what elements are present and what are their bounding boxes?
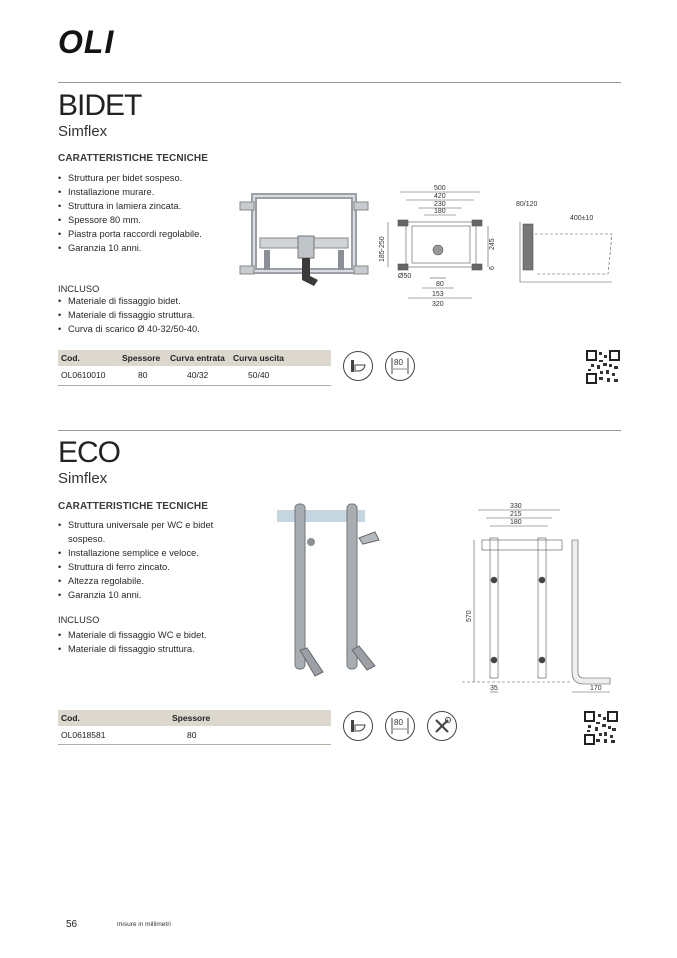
dimension-label: 80/120 — [516, 201, 538, 208]
dimension-label: 400±10 — [570, 215, 594, 222]
page-number: 56 — [66, 919, 78, 930]
product-photo — [275, 500, 385, 685]
technical-drawing — [460, 500, 620, 700]
list-item: • Garanzia 10 anni. — [58, 241, 238, 255]
list-item: • Altezza regolabile. — [58, 574, 238, 588]
list-item: • Struttura di ferro zincato. — [58, 560, 238, 574]
list-item: • Materiale di fissaggio WC e bidet. — [58, 628, 258, 642]
dimension-label: 570 — [466, 610, 473, 622]
section-divider — [58, 430, 621, 431]
table-header — [58, 710, 331, 726]
list-item: • Garanzia 10 anni. — [58, 588, 238, 602]
column-header: Curva uscita — [233, 353, 285, 363]
list-item: • Materiale di fissaggio struttura. — [58, 308, 258, 322]
bidet-icon — [343, 351, 373, 381]
table-row — [58, 727, 331, 743]
dimension-label: 230 — [434, 201, 446, 208]
list-item: • Struttura per bidet sospeso. — [58, 171, 238, 185]
dimension-label: 320 — [432, 301, 444, 308]
thickness-80-icon — [385, 351, 415, 381]
icon-label: 80 — [394, 718, 403, 727]
column-header: Spessore — [172, 713, 211, 723]
section-divider — [58, 82, 621, 83]
features-heading: CARATTERISTICHE TECNICHE — [58, 153, 208, 164]
list-item: • Struttura universale per WC e bidet sospeso. — [58, 518, 238, 546]
dimension-label: 245 — [489, 238, 496, 250]
product-subtitle: Simflex — [58, 470, 108, 487]
brand-logo: OLI — [58, 24, 115, 60]
dimension-label: 153 — [432, 291, 444, 298]
table-cell: 80 — [138, 370, 148, 380]
column-header: Spessore — [122, 353, 161, 363]
table-divider — [58, 744, 331, 745]
dimension-label: 80 — [436, 281, 444, 288]
features-list — [58, 518, 238, 602]
table-cell: 80 — [187, 730, 197, 740]
dimension-label: 35 — [490, 685, 498, 692]
list-item: • Installazione murare. — [58, 185, 238, 199]
product-photo — [238, 188, 372, 288]
list-item: • Piastra porta raccordi regolabile. — [58, 227, 238, 241]
table-cell: OL0610010 — [61, 370, 106, 380]
dimension-label: 215 — [510, 511, 522, 518]
product-title: BIDET — [58, 89, 142, 122]
features-heading: CARATTERISTICHE TECNICHE — [58, 501, 208, 512]
dimension-label: 180 — [434, 208, 446, 215]
product-title: ECO — [58, 436, 121, 469]
footer-note: misure in millimetri — [117, 921, 171, 928]
technical-drawing — [380, 182, 620, 312]
table-header — [58, 350, 331, 366]
list-item: • Struttura in lamiera zincata. — [58, 199, 238, 213]
column-header: Cod. — [61, 353, 80, 363]
column-header: Cod. — [61, 713, 80, 723]
features-list — [58, 171, 238, 255]
list-item: • Installazione semplice e veloce. — [58, 546, 238, 560]
list-item: • Spessore 80 mm. — [58, 213, 238, 227]
dimension-label: 500 — [434, 185, 446, 192]
qr-code[interactable] — [586, 350, 620, 384]
thickness-80-icon — [385, 711, 415, 741]
dimension-label: 170 — [590, 685, 602, 692]
table-row — [58, 367, 331, 383]
included-list — [58, 628, 258, 656]
table-cell: 40/32 — [187, 370, 209, 380]
column-header: Curva entrata — [170, 353, 225, 363]
table-divider — [58, 385, 331, 386]
dimension-label: 185-250 — [379, 236, 386, 262]
list-item: • Materiale di fissaggio bidet. — [58, 294, 258, 308]
qr-code[interactable] — [584, 711, 618, 745]
icon-label: 80 — [394, 358, 403, 367]
list-item: • Curva di scarico Ø 40-32/50-40. — [58, 322, 258, 336]
included-list — [58, 294, 258, 336]
dimension-label: 330 — [510, 503, 522, 510]
bidet-icon — [343, 711, 373, 741]
dimension-label: Ø50 — [398, 273, 412, 280]
table-cell: OL0618581 — [61, 730, 106, 740]
dimension-label: 180 — [510, 519, 522, 526]
dimension-label: 420 — [434, 193, 446, 200]
dimension-label: 6 — [489, 266, 496, 270]
included-heading: INCLUSO — [58, 284, 100, 294]
table-cell: 50/40 — [248, 370, 270, 380]
tools-icon — [427, 711, 457, 741]
product-subtitle: Simflex — [58, 123, 108, 140]
included-heading: INCLUSO — [58, 615, 100, 625]
list-item: • Materiale di fissaggio struttura. — [58, 642, 258, 656]
